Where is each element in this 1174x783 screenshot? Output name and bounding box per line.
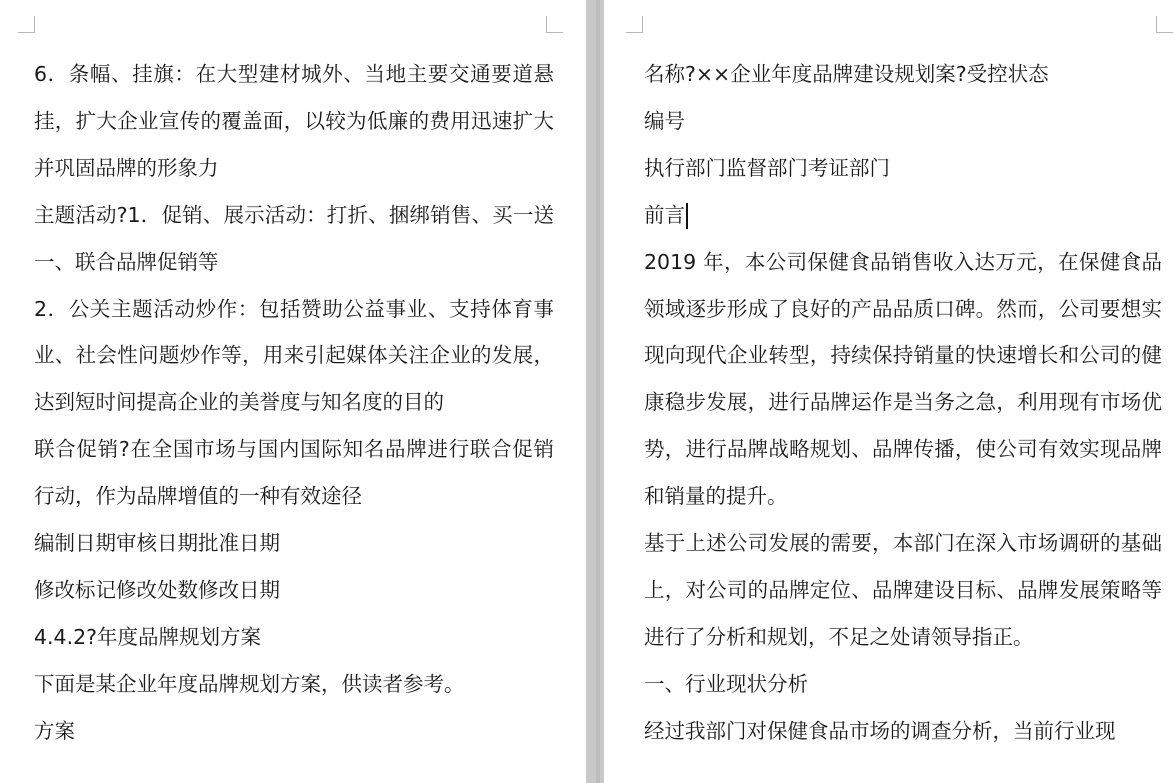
paragraph: 方案 xyxy=(34,718,75,743)
page-gap-shadow xyxy=(596,0,600,783)
page-text-body[interactable] xyxy=(644,51,1162,755)
page-text-body[interactable] xyxy=(34,51,554,755)
page-gap-divider xyxy=(586,0,604,783)
section-heading: 一、行业现状分析 xyxy=(644,671,808,696)
text-cursor xyxy=(686,203,688,229)
paragraph: 编制日期审核日期批准日期 xyxy=(34,531,280,556)
document-page-right[interactable] xyxy=(604,0,1174,783)
paragraph: 编号 xyxy=(644,108,685,133)
paragraph: 名称?××企业年度品牌建设规划案?受控状态 xyxy=(644,62,1049,86)
paragraph: 修改标记修改处数修改日期 xyxy=(34,577,280,602)
document-page-left[interactable] xyxy=(0,0,586,783)
page-corner-mark-top-right xyxy=(546,16,563,33)
section-heading: 4.4.2?年度品牌规划方案 xyxy=(34,624,262,649)
paragraph: 2．公关主题活动炒作：包括赞助公益事业、支持体育事业、社会性问题炒作等，用来引起媒体关注企业的发展，达到短时间提高企业的美誉度与知名度的目的 xyxy=(34,296,554,415)
page-corner-mark-top-left xyxy=(626,16,643,33)
paragraph: 下面是某企业年度品牌规划方案，供读者参考。 xyxy=(34,671,465,696)
preface-heading: 前言 xyxy=(644,202,685,227)
page-corner-mark-top-left xyxy=(18,16,35,33)
paragraph: 执行部门监督部门考证部门 xyxy=(644,155,890,180)
paragraph: 联合促销?在全国市场与国内国际知名品牌进行联合促销行动，作为品牌增值的一种有效途径 xyxy=(34,437,554,509)
preface-heading-line xyxy=(644,192,1162,239)
paragraph: 6．条幅、挂旗：在大型建材城外、当地主要交通要道悬挂，扩大企业宣传的覆盖面，以较为低廉的费用迅速扩大并巩固品牌的形象力 xyxy=(34,62,554,180)
page-corner-mark-top-right xyxy=(1156,16,1173,33)
paragraph: 2019 年，本公司保健食品销售收入达万元，在保健食品领域逐步形成了良好的产品品质口碑。然而，公司要想实现向现代企业转型，持续保持销量的快速增长和公司的健康稳步发展，进行品牌运作是当务之急，利用现有市场优势，进行品牌战略规划、品牌传播，使公司有效实现品牌和销量的提升。 xyxy=(644,249,1162,509)
paragraph: 经过我部门对保健食品市场的调查分析，当前行业现 xyxy=(644,718,1116,743)
paragraph: 基于上述公司发展的需要，本部门在深入市场调研的基础上，对公司的品牌定位、品牌建设目标、品牌发展策略等进行了分析和规划，不足之处请领导指正。 xyxy=(644,531,1162,649)
paragraph: 主题活动?1．促销、展示活动：打折、捆绑销售、买一送一、联合品牌促销等 xyxy=(34,202,554,274)
